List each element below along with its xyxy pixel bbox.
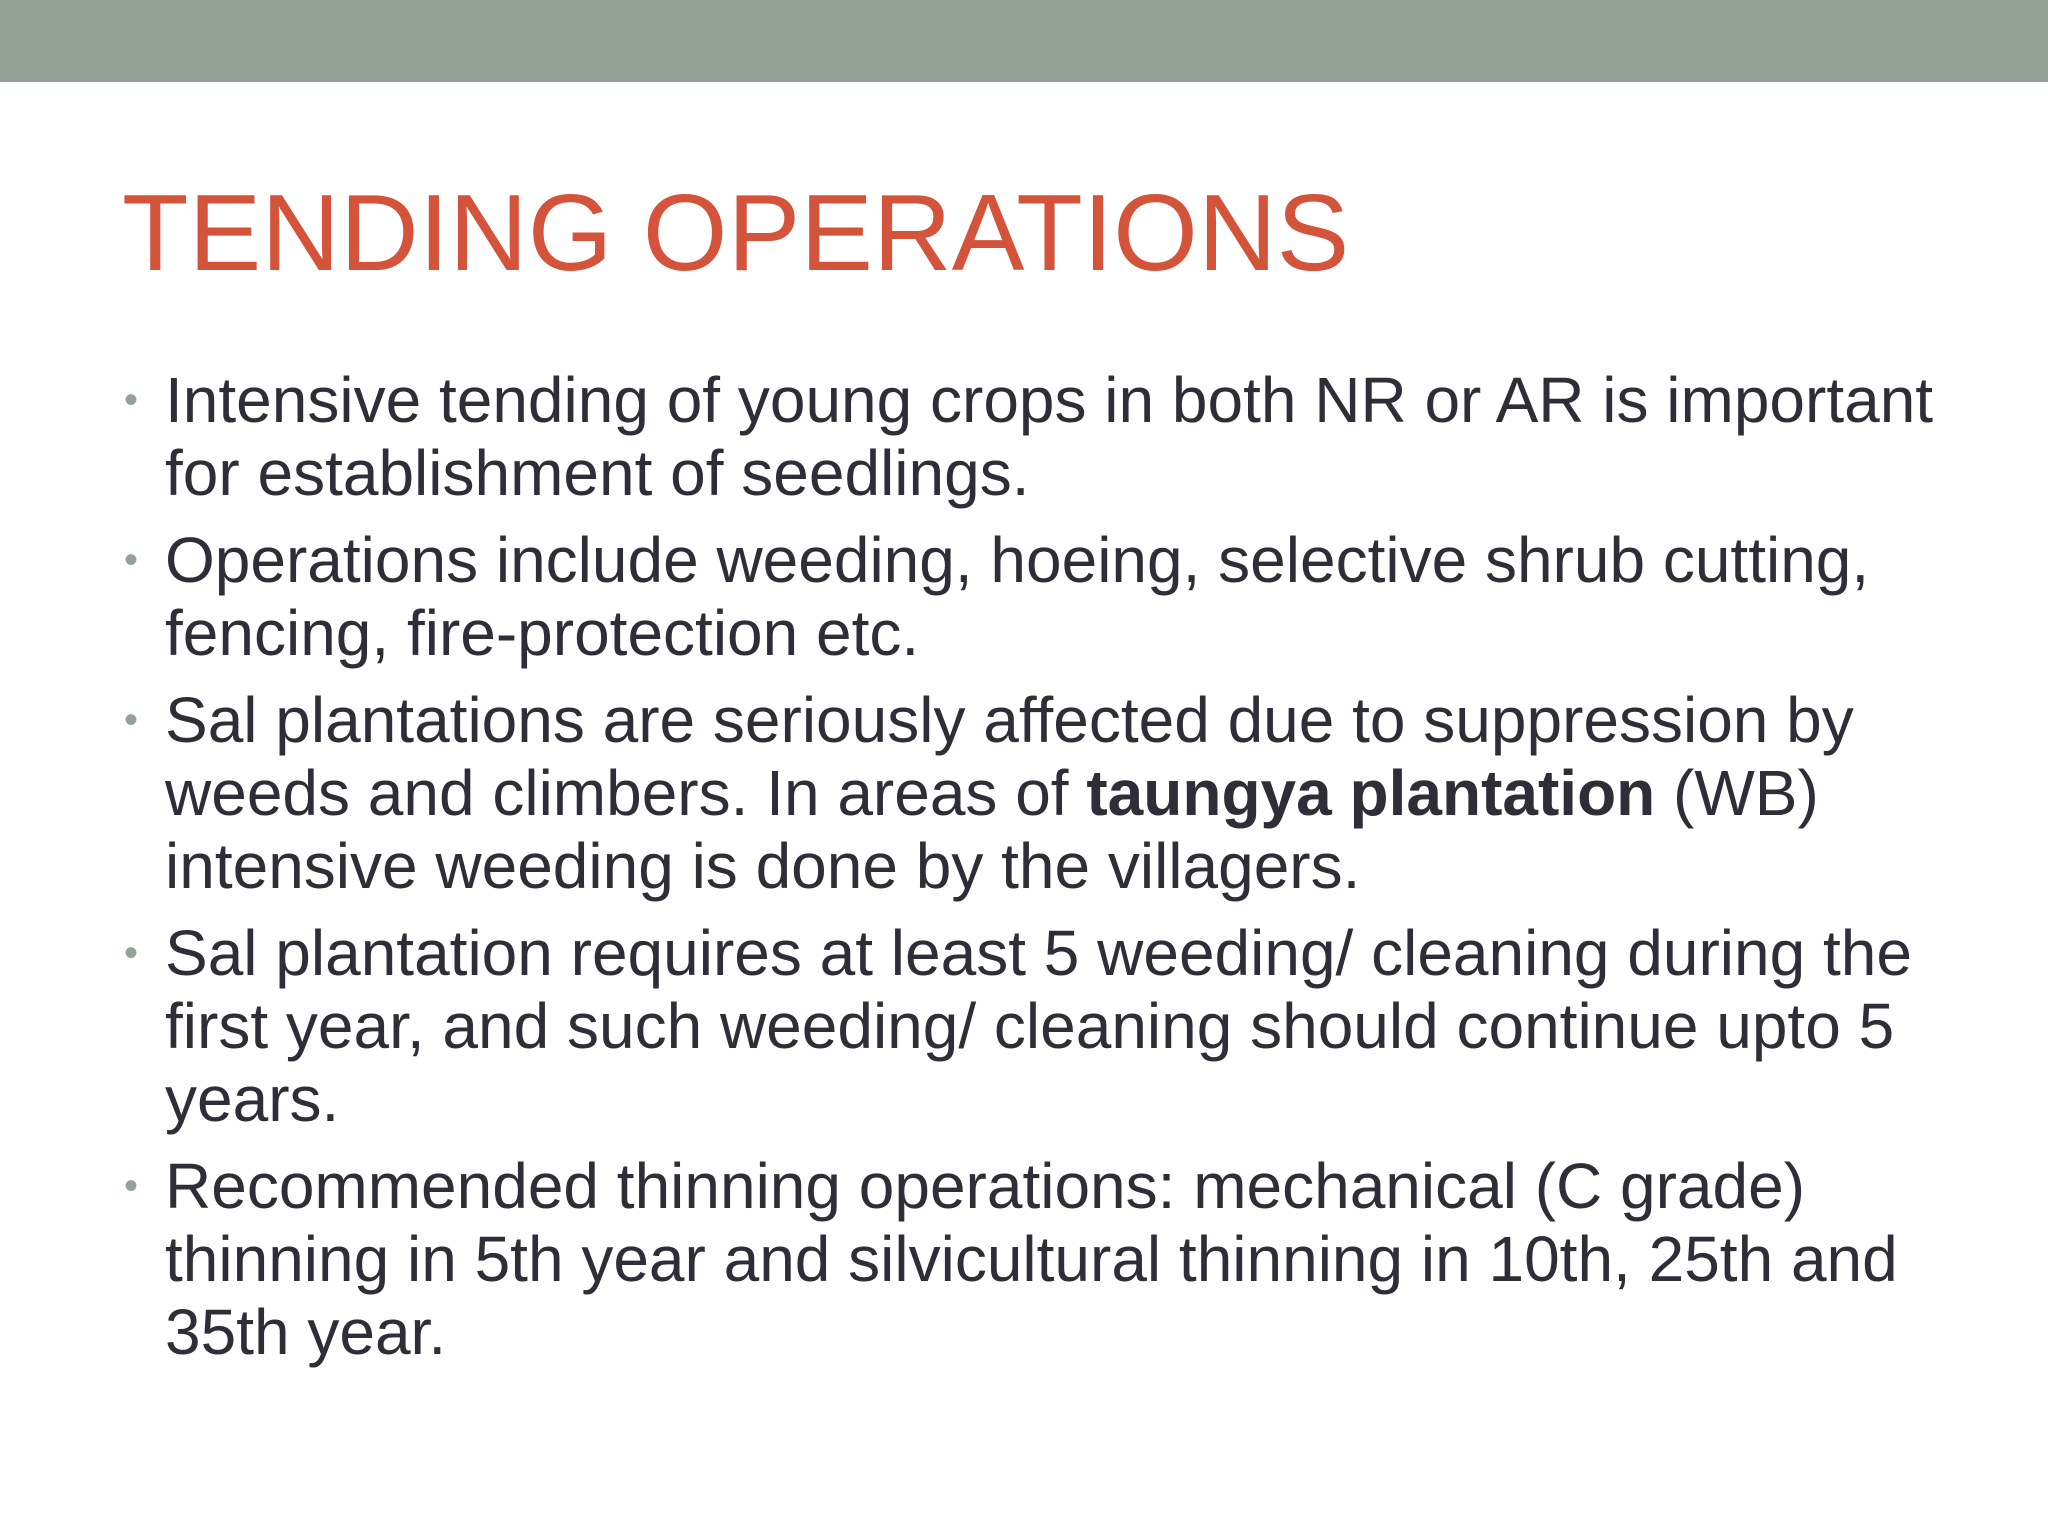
slide-title: TENDING OPERATIONS [122,172,1350,294]
bullet-icon: • [124,538,139,582]
bullet-text: Intensive tending of young crops in both NR or AR is important for establishment of seedlings. [165,364,1934,509]
bullet-text: Operations include weeding, hoeing, selective shrub cutting, fencing, fire-protection etc. [165,524,1870,669]
bullet-icon: • [124,698,139,742]
bullet-item-5 [122,1150,2002,1369]
bullet-item-1 [122,364,2002,510]
bullet-item-3 [122,684,2002,903]
bullet-icon: • [124,378,139,422]
bullet-emphasis: taungya plantation [1086,757,1656,829]
top-accent-bar [0,0,2048,82]
bullet-item-4 [122,917,2002,1136]
bullet-text [165,684,1854,902]
bullet-list [122,364,2002,1383]
bullet-icon: • [124,1164,139,1208]
bullet-text-before: Sal plantations are seriously affected due to suppression by weeds and climbers. In areas of [165,684,1854,829]
bullet-icon: • [124,931,139,975]
bullet-text: Sal plantation requires at least 5 weeding/ cleaning during the first year, and such weeding/ cleaning should continue upto 5 years. [165,917,1912,1135]
bullet-text-after: (WB) intensive weeding is done by the villagers. [165,757,1819,902]
bullet-text: Recommended thinning operations: mechanical (C grade) thinning in 5th year and silvicultural thinning in 10th, 25th and 35th year. [165,1150,1898,1368]
bullet-item-2 [122,524,2002,670]
